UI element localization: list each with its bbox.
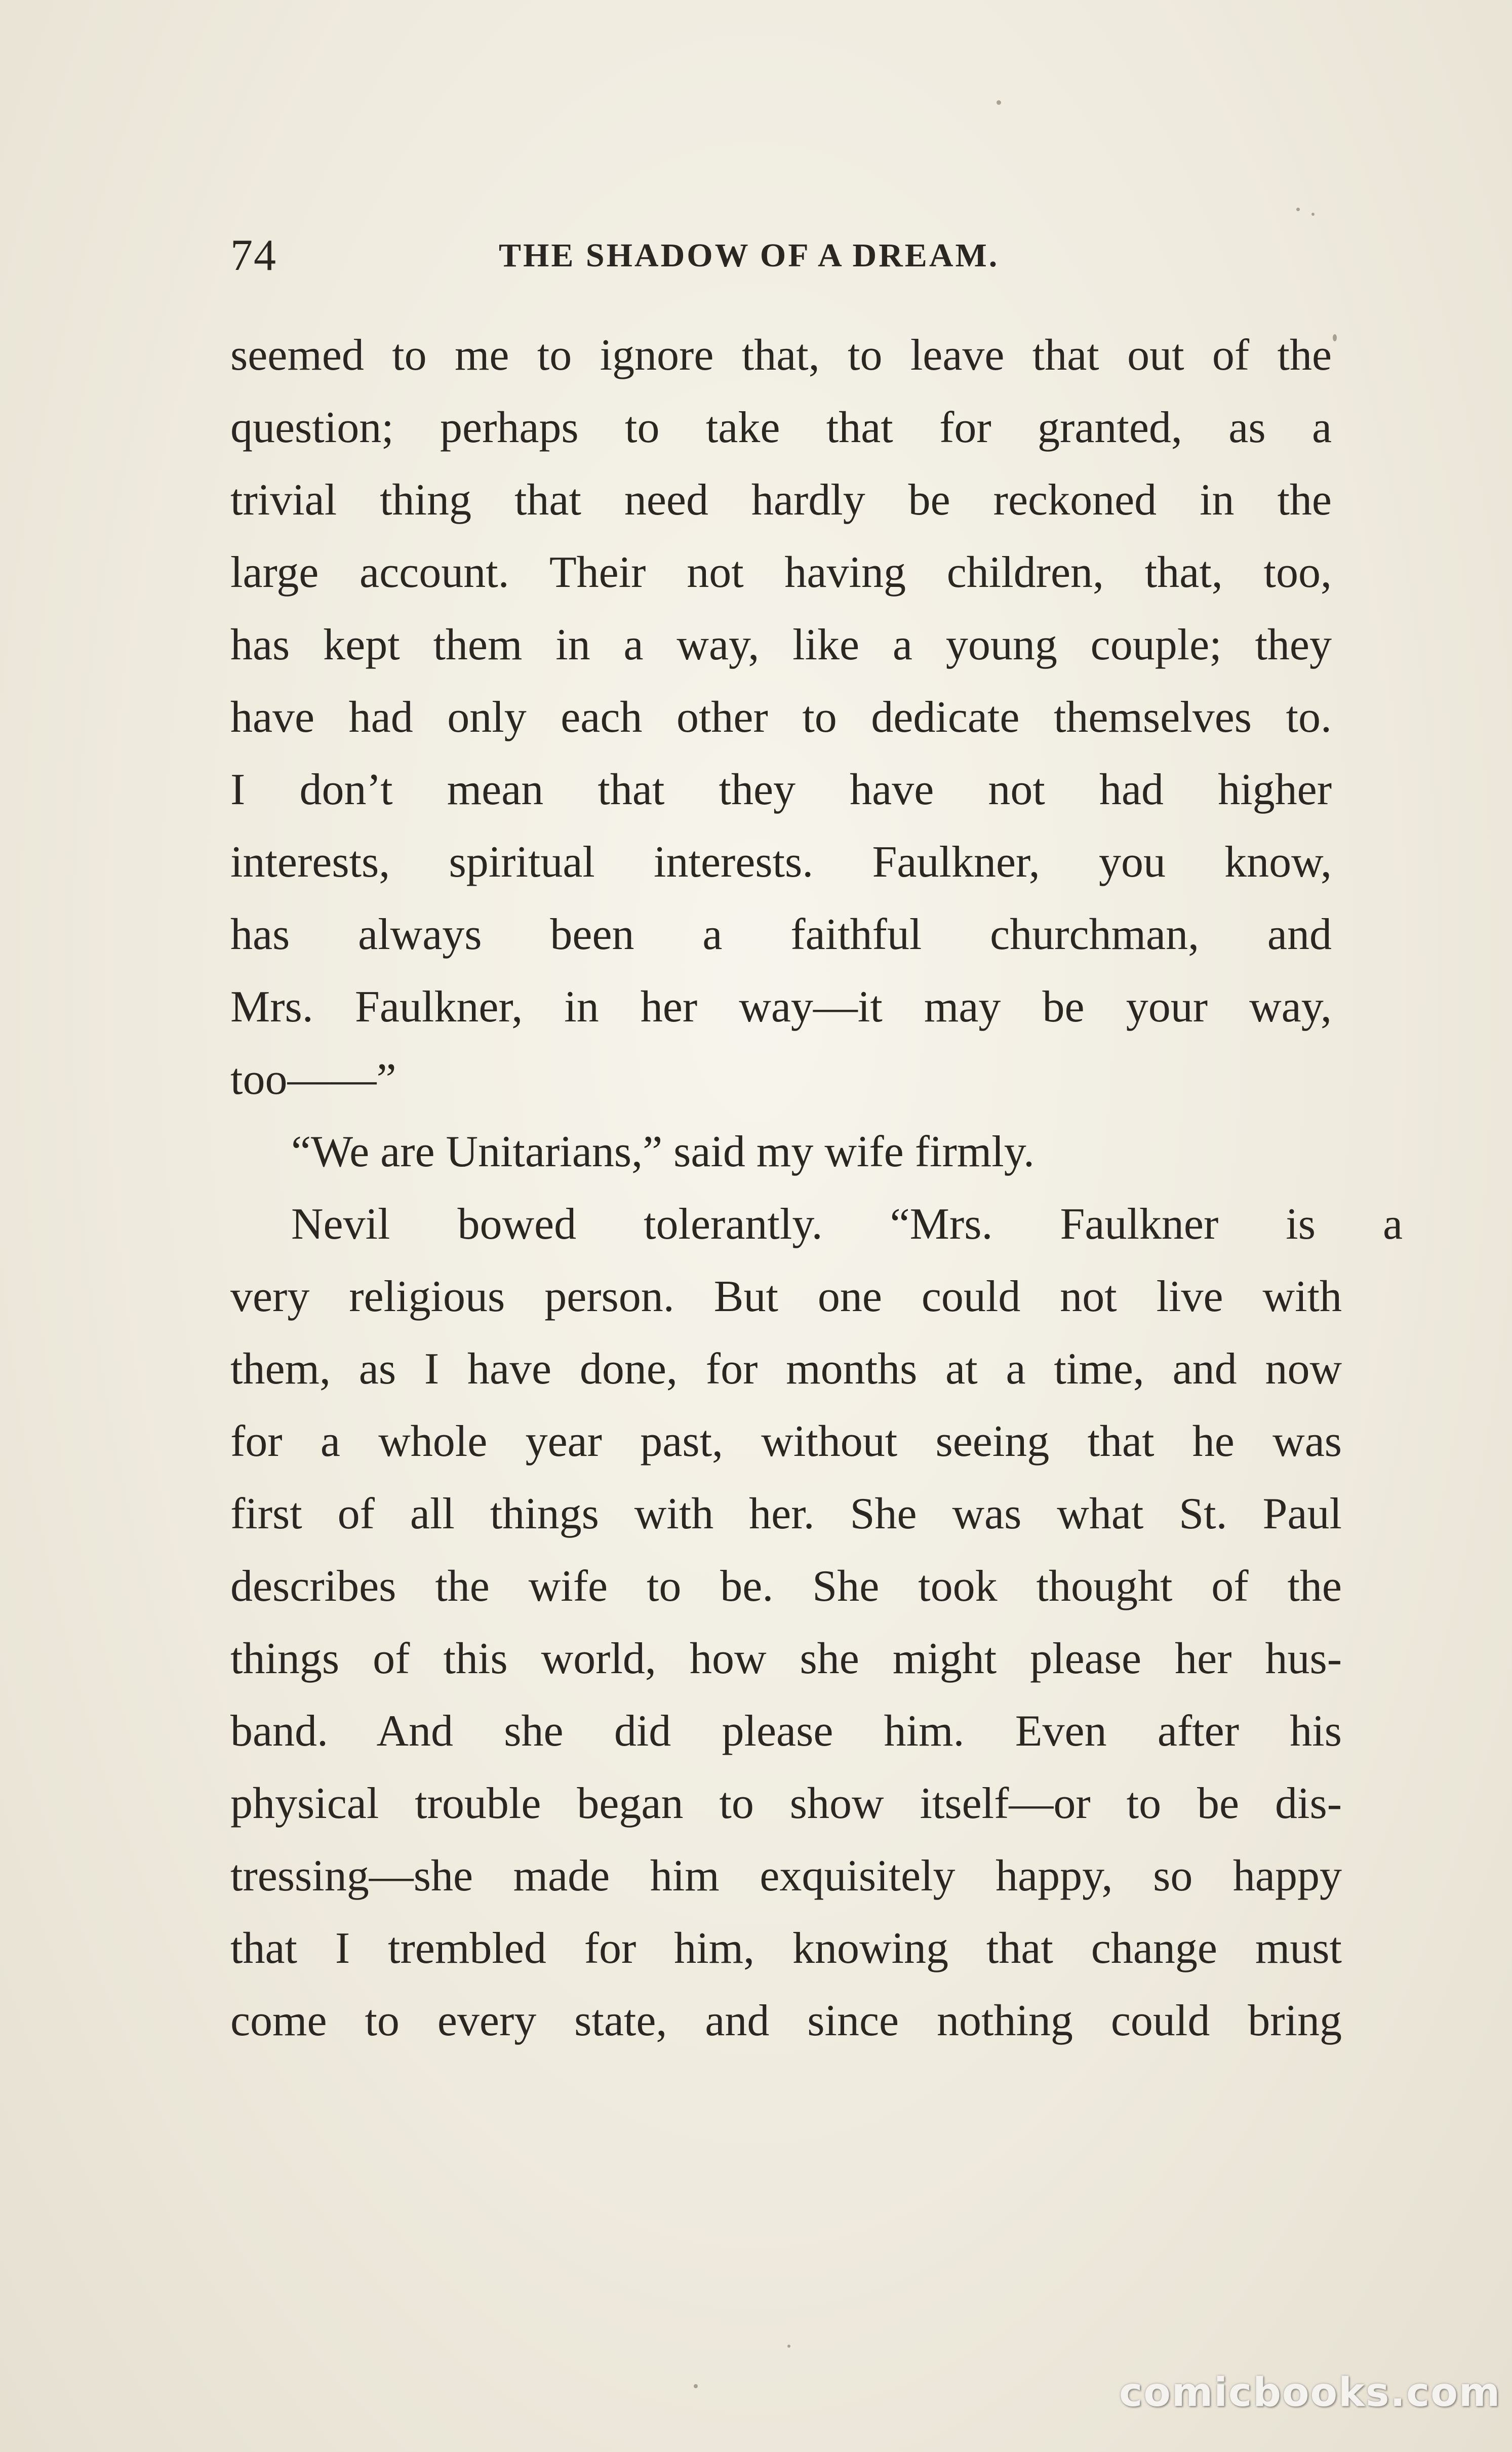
text-line: very religious person. But one could not live with (230, 1272, 1342, 1321)
text-line: have had only each other to dedicate themselves to. (230, 693, 1332, 742)
text-line: trivial thing that need hardly be reckoned in the (230, 476, 1332, 525)
paper-speck (1296, 208, 1300, 211)
text-line: physical trouble began to show itself—or to be dis- (230, 1779, 1342, 1828)
text-line: them, as I have done, for months at a time, and now (230, 1344, 1342, 1394)
body-text (230, 319, 1403, 2057)
text-line: has always been a faithful churchman, and (230, 910, 1332, 959)
text-line: come to every state, and since nothing could bring (230, 1996, 1342, 2045)
paper-speck (1311, 213, 1315, 216)
text-line: tressing—she made him exquisitely happy, so happy (230, 1851, 1342, 1901)
text-line: things of this world, how she might please her hus- (230, 1634, 1342, 1683)
text-line: band. And she did please him. Even after his (230, 1707, 1342, 1756)
running-title: THE SHADOW OF A DREAM. (499, 237, 1000, 274)
text-line: describes the wife to be. She took thought of the (230, 1562, 1342, 1611)
paper-speck (694, 2384, 698, 2388)
text-line: too——” (230, 1055, 396, 1104)
text-line: has kept them in a way, like a young couple; they (230, 620, 1332, 669)
paper-speck (787, 2345, 790, 2348)
text-line: I don’t mean that they have not had higher (230, 765, 1332, 814)
text-line: “We are Unitarians,” said my wife firmly. (291, 1127, 1034, 1176)
text-line: for a whole year past, without seeing that he was (230, 1417, 1342, 1466)
paper-speck (1333, 334, 1337, 341)
page-number: 74 (230, 231, 277, 280)
text-line: interests, spiritual interests. Faulkner, you know, (230, 838, 1332, 887)
text-line: first of all things with her. She was what St. Paul (230, 1489, 1342, 1538)
text-line: seemed to me to ignore that, to leave that out of the (230, 331, 1332, 380)
text-line: Mrs. Faulkner, in her way—it may be your way, (230, 982, 1332, 1032)
running-head (230, 223, 1334, 289)
text-line: that I trembled for him, knowing that change must (230, 1924, 1342, 1973)
text-line: large account. Their not having children, that, too, (230, 548, 1332, 597)
text-line: question; perhaps to take that for granted, as a (230, 403, 1332, 452)
watermark: comicbooks.com (1119, 2370, 1501, 2416)
text-line: Nevil bowed tolerantly. “Mrs. Faulkner is a (291, 1200, 1403, 1249)
paper-speck (997, 100, 1001, 105)
